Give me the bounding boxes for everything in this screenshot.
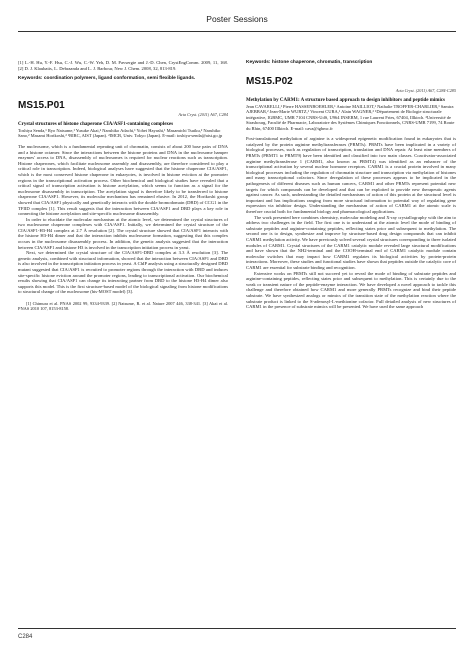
keywords-left: Keywords: coordination polymers, ligand conformation, semi flexible ligands.	[18, 76, 196, 82]
authors-right: Jean CAVARELLI,¹ Pierre HASSENBOEHLER,¹ Antoine MAILLIOT,¹ Nathalie TROFFER-CHARLIER,¹ Samira AJEBBAR,² Jean-Marie WURTZ,¹ Vincent CURA,¹ Alain WAGNER,² ¹Département de Biologie structurale intégrative, IGBMC, UMR 7104 CNRS-UdS, U964 INSERM, 1 rue Laurent Fries, 67404, Illkirch. ²Université de Strasbourg, Faculté de Pharmacie, Laboratoire des Systèmes Chimiques Fonctionnels, CNRS-UMR 7199, 74 Route du Rhin, 67400 Illkirch. E-mail: cava@igbmc.fr	[246, 103, 455, 131]
page-header: Poster Sessions	[206, 14, 268, 24]
left-column	[18, 60, 228, 312]
acta-citation-right: Acta Cryst. (2011) A67, C284-C285	[395, 87, 456, 93]
references-bottom: [1] Chimura et al. PNAS 2002 99, 9334-9339. [2] Natsume, R. et al. Nature 2007 446, 338-341. [3] Akai et al. PNAS 2010 107, 8153-8158.	[18, 301, 228, 312]
body-paragraph: Next, we determined the crystal structure of the CIA/ASF1-DBD complex at 3.3 Å resolution [3]. The genetic analysis, combined with structural information, showed that the interaction between CIA/ASF1 and DBD is also involved in the transcription initiation process in yeast. A ChIP analysis using a structurally designed DBD mutant suggested that CIA/ASF1 is recruited to promoter regions through the interaction with DBD and induces site-specific histone eviction around the promoter regions, leading to transcriptional activation. Our biochemical results showing that CIA/ASF1 can change its interacting partner from DBD to the histone H3-H4 dimer also supports this model. This is the first structure-based model of the biological signaling from histone modifications to structural change of the nucleosome (his-MOST model) [3].	[18, 250, 228, 295]
body-paragraph: Extensive works on PRMTs still not succeed yet to reveal the mode of binding of substrate peptides and arginine-containing peptides, reflecting states prior and subsequent to methylation. This is certainly due to the weak or transient nature of the peptide-enzyme interaction. We have developed a novel approach to tackle this challenge and therefore obtained how CARM1 and more generally PRMTs recognize and bind their peptide substrate. We have synthesized analogs or mimics of the transition state of the methylation reaction where the substrate product is linked to the S-adenosyl-L-methionine cofactor. Full detailed analysis of new structures of CARM1 in the presence of substrate mimics will be presented. We have used the same approach	[246, 270, 456, 310]
authors-left: Toshiya Senda,¹ Ryo Natsume,¹ Yusuke Akai,² Naruhiko Adachi,¹ Yohei Hayashi,¹ Masamichi Tsuiku,² Naruhiko Sano,² Masami Horikoshi,² ¹BIRC, AIST (Japan). ²IMCB, Univ. Tokyo (Japan). E-mail: toshiya-senda@aist.go.jp	[18, 127, 223, 139]
abstract-title-left: Crystal structures of histone chaperone CIA/ASF1-containing complexes	[18, 121, 174, 127]
body-paragraph: The work presented here combines chemistry, molecular modeling and X-ray crystallography with the aim to address two challenges in the field. The first one is to understand at the atomic level the mode of binding of substrate peptides and arginine-containing peptides, reflecting states prior and subsequent to methylation. The second one is to design, synthesize and improve by structure-based drug design compounds that can inhibit CARM1 methylation activity. We have previously solved several crystal structures corresponding to three isolated modules of CARM1. Crystal structures of the CARM1 catalytic module revealed large structural modifications and have shown that the NH2-terminal and the COOH-terminal end of CARM1 catalytic module contain molecular switches that may impact how CARM1 regulates its biological activities by protein-protein interactions. Moreover, these studies and functional studies have shown that peptides outside the catalytic core of CARM1 are essential for substrate binding and recognition.	[246, 214, 456, 270]
body-paragraph: The nucleosome, which is a fundamental repeating unit of chromatin, consists of about 200 base pairs of DNA and a histone octamer. Since the interactions between the histone proteins and DNA in the nucleosome hamper enzymes' access to DNA, disassembly of nucleosomes is required for nuclear reactions such as transcription. Histone chaperones, which facilitate nucleosome assembly and disassembly, are therefore considered to play a critical role in transcription. Indeed, biological analyses have suggested that the histone chaperone CIA/ASF1, which is the most conserved histone chaperone in eukaryotes, is involved in histone eviction at the promoter regions in the transcriptional activation process. Other biochemical and biological studies have revealed that a critical signal of transcription activation is histone acetylation, which seems to function as a signal for the nucleosome disassembly in transcription. The acetylation signal is therefore likely to be transferred to histone chaperone CIA/ASF1. However, its molecular mechanism has remained elusive. In 2012, the Horikoshi group showed that CIA/ASF1 physically and genetically interacts with the double bromodomain (DBD) of CCG1 in the TFIID complex [1]. This result suggests that the interaction between CIA/ASF1 and DBD plays a key role in connecting the histone acetylation and site-specific nucleosome disassembly.	[18, 143, 228, 217]
footer-rule	[18, 628, 456, 629]
abstract-id-ms15-p01: MS15.P01	[18, 99, 65, 111]
abstract-title-right: Methylation by CARM1: A structure based approach to design inhibitors and peptide mimics	[246, 97, 445, 103]
right-column	[246, 60, 456, 310]
references-top: [1] L.-H. Hu, Y.-F. Hsu, C.-J. Wu, C.-W. Yeh, D. M. Pavsergie and J.-D. Chen, CrystEngComm. 2009, 11, 168. [2] D. J. Klaubatis, L. Debraanda and L. J. Barbour, New J. Chem. 2008, 32, 813-819.	[18, 60, 228, 71]
body-paragraph: In order to elucidate the molecular mechanism at the atomic level, we determined the crystal structures of two nucleosome chaperone complexes with CIA/ASF1. Initially, we determined the crystal structure of the CIA/ASF1-H3-H4 complex at 2.7 Å resolution [2]. The crystal structure showed that CIA/ASF1 interacts with the histone H3-H4 dimer and that the interaction inhibits nucleosome formation, suggesting that this complex occurs in the nucleosome disassembly process. In addition, the genetic analysis suggested that the interaction between CIA/ASF1 and histone H3 is involved in the transcription initiation process in yeast.	[18, 216, 228, 250]
body-paragraph: Post-translational methylation of arginine is a widespread epigenetic modification found in eukaryotes that is catalyzed by the protein arginine methyltransferases (PRMTs). PRMTs have been implicated in a variety of biological processes, such as regulation of transcription, translation and DNA repair. At least nine members of PRMTs (PRMT1 to PRMT9) have been identified and classified into two main classes. Coactivator-associated arginine methyltransferase 1 (CARM1, also known as PRMT4) was identified as an enhancer of the transcriptional activation by several nuclear hormone receptors. CARM1 is a crucial protein involved in many biological processes including the regulation of chromatin structure and transcription via methylation of histones and many transcriptional cofactors. Since deregulation of these processes appears to be implicated in the pathogenesis of different diseases such as human cancers, CARM1 and other PRMTs represent potential new targets for which compounds can be developed and that can be exploited to provide new therapeutic agents against cancer. As such, understanding the detailed mechanisms of action of this protein at the structural level is important and has implications ranging from more structural information to potential way of regulating gene expression via inhibitor design. Understanding the mechanism of action of CARM1 at the atomic scale is therefore crucial both for fundamental biology and pharmacological applications.	[246, 136, 456, 215]
header-rule	[18, 31, 456, 32]
page-number: C284	[18, 634, 33, 640]
keywords-right: Keywords: histone chaperone, chromatin, transcription	[246, 60, 373, 65]
abstract-id-ms15-p02: MS15.P02	[246, 75, 293, 87]
acta-citation-left: Acta Cryst. (2011) A67, C284	[178, 111, 228, 117]
